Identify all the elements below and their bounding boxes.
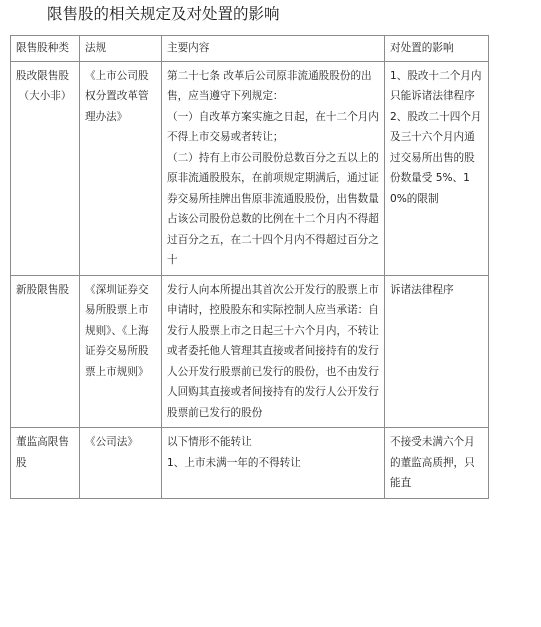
row-type-note: （大小非） xyxy=(18,90,72,102)
header-law: 法规 xyxy=(80,36,162,62)
row-law: 《深圳证券交易所股票上市规则》、《上海证券交易所股票上市规则》 xyxy=(80,275,162,428)
impact-paragraph: 诉诸法律程序 xyxy=(390,283,454,296)
row-type: 新股限售股 xyxy=(11,275,80,428)
impact-paragraph: 2、股改二十四个月及三十六个月内通过交易所出售的股份数量受 5%、10%的限制 xyxy=(390,110,482,205)
row-impact-cell xyxy=(385,428,489,499)
impact-paragraph: 1、股改十二个月内只能诉诸法律程序 xyxy=(390,69,482,102)
restricted-shares-table xyxy=(10,35,489,499)
impact-paragraph: 不接受未满六个月的董监高质押，只能直 xyxy=(390,436,475,489)
table-row xyxy=(11,61,489,275)
row-type: 股改限售股 xyxy=(16,69,69,82)
content-paragraph: （一）自改革方案实施之日起，在十二个月内不得上市交易或者转让； xyxy=(167,110,379,143)
row-type: 董监高限售股 xyxy=(11,428,80,499)
content-paragraph: 发行人向本所提出其首次公开发行的股票上市申请时，控股股东和实际控制人应当承诺：自发行人股票上市之日起三十六个月内，不转让或者委托他人管理其直接或者间接持有的发行人公开发行股票前已发行的股份，也不由发行人回购其直接或者间接持有的发行人公开发行股票前已发行的股份 xyxy=(167,283,379,419)
content-paragraph: （二）持有上市公司股份总数百分之五以上的原非流通股股东，在前项规定期满后，通过证券交易所挂牌出售原非流通股股份，出售数量占该公司股份总数的比例在十二个月内不得超过百分之五，在二十四个月内不得超过百分之十 xyxy=(167,151,379,266)
content-paragraph: 以下情形不能转让 xyxy=(167,436,252,448)
header-impact: 对处置的影响 xyxy=(385,36,489,62)
row-content-cell xyxy=(162,61,385,275)
row-law: 《公司法》 xyxy=(80,428,162,499)
header-type: 限售股种类 xyxy=(11,36,80,62)
table-row xyxy=(11,275,489,428)
table-row xyxy=(11,428,489,499)
row-law: 《上市公司股权分置改革管理办法》 xyxy=(80,61,162,275)
content-paragraph: 第二十七条 改革后公司原非流通股股份的出售，应当遵守下列规定： xyxy=(167,69,372,102)
row-content-cell xyxy=(162,275,385,428)
row-impact-cell xyxy=(385,61,489,275)
row-impact-cell xyxy=(385,275,489,428)
row-type-cell xyxy=(11,61,80,275)
content-paragraph: 1、上市未满一年的不得转让 xyxy=(167,456,301,469)
header-content: 主要内容 xyxy=(162,36,385,62)
row-content-cell xyxy=(162,428,385,499)
table-header-row xyxy=(11,36,489,62)
document-title: 限售股的相关规定及对处置的影响 xyxy=(47,5,280,23)
